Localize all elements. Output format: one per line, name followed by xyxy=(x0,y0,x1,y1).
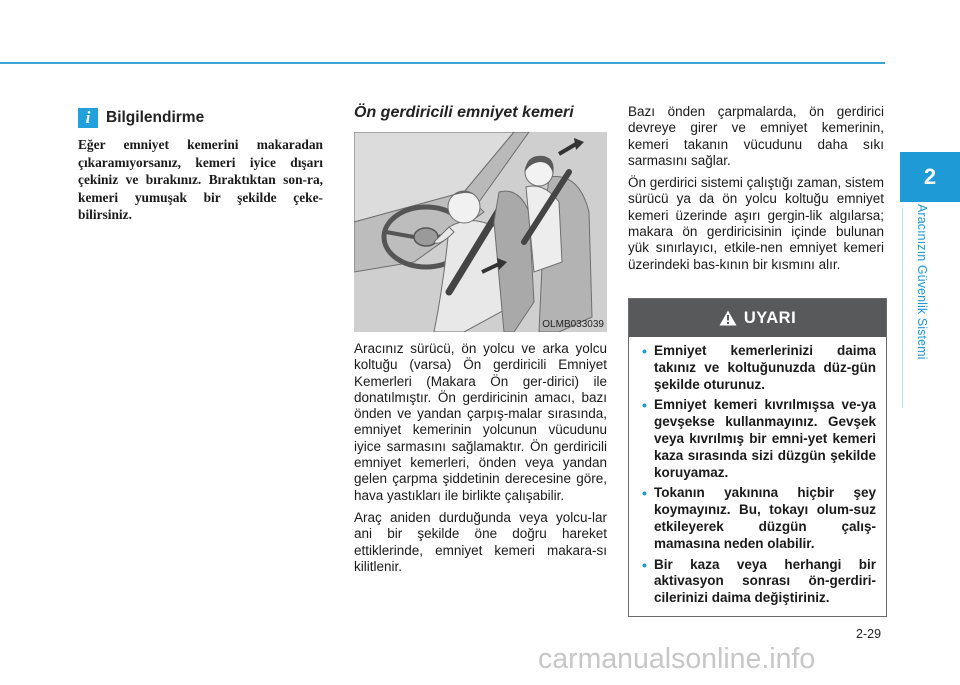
body-paragraph: Araç aniden durduğunda veya yolcu-lar ani bir şekilde öne doğru hareket ettiklerinde, emniyet kemeri makara-sı kilitlenir. xyxy=(354,509,607,574)
seatbelt-illustration xyxy=(354,132,607,332)
warning-label: UYARI xyxy=(743,308,797,327)
page-number: 2-29 xyxy=(856,627,882,641)
bullet-icon: • xyxy=(642,397,647,414)
watermark: carmanualsonline.info xyxy=(538,643,816,675)
warning-item-text: Tokanın yakınına hiçbir şey koymayınız. Bu, tokayı olum-suz etkileyerek düzgün çalış-mamasına neden olabilir. xyxy=(654,485,876,551)
warning-header xyxy=(629,299,886,337)
bullet-icon: • xyxy=(642,485,647,502)
warning-item-text: Bir kaza veya herhangi bir aktivasyon sonrası ön-gerdiri-cilerinizi daima değiştiriniz. xyxy=(654,556,876,606)
pretensioner-details xyxy=(628,104,884,279)
pretensioner-section xyxy=(354,104,607,581)
section-title: Ön gerdiricili emniyet kemeri xyxy=(354,104,574,121)
top-rule xyxy=(0,62,885,64)
body-paragraph: Ön gerdirici sistemi çalıştığı zaman, sistem sürücü ya da ön yolcu koltuğu emniyet kemeri üzerinde aşırı gergin-lik algılarsa; makara ön gerdiricisinin içinde bulunan yük sınırlayıcı, etkile-nen emniyet kemeri üzerindeki bas-kının bir kısmını alır. xyxy=(628,175,884,272)
warning-item xyxy=(642,485,876,552)
warning-item xyxy=(642,397,876,481)
warning-box xyxy=(628,298,887,617)
info-title: Bilgilendirme xyxy=(106,109,205,126)
info-header xyxy=(78,108,323,128)
body-paragraph: Bazı önden çarpmalarda, ön gerdirici devreye girer ve emniyet kemerinin, kemeri takanın vücudunu daha sıkı sarmasını sağlar. xyxy=(628,104,884,168)
warning-item-text: Emniyet kemerlerinizi daima takınız ve koltuğunuzda düz-gün şekilde oturunuz. xyxy=(654,343,876,392)
warning-item xyxy=(642,343,876,393)
warning-list xyxy=(629,337,886,607)
chapter-number: 2 xyxy=(923,164,937,189)
info-note xyxy=(78,108,323,224)
info-body: Eğer emniyet kemerini makaradan çıkaramıyorsanız, kemeri iyice dışarı çekiniz ve bırakınız. Bıraktıktan son-ra, kemeri yumuşak bir şekilde çeke-bilirsiniz. xyxy=(78,137,323,222)
warning-triangle-icon xyxy=(719,310,737,326)
chapter-tab xyxy=(900,152,960,202)
bullet-icon: • xyxy=(642,343,647,359)
warning-item xyxy=(642,557,876,607)
figure-code: OLMB033039 xyxy=(542,319,604,330)
body-paragraph: Aracınız sürücü, ön yolcu ve arka yolcu koltuğu (varsa) Ön gerdiricili Emniyet Kemerleri (Makara Ön ger-dirici) ile donatılmıştır. Ön gerdiricinin amacı, bazı önden ve yandan çarpış-malar sırasında, emniyet kemerinin yolcunun vücudunu iyice sarmasını sağlamaktır. Ön gerdiricili emniyet kemerleri, önden veya yandan gelen çarpma şiddetinin derecesine göre, hava yastıkları ile birlikte çalışabilir. xyxy=(354,341,607,503)
warning-item-text: Emniyet kemeri kıvrılmışsa ve-ya gevşekse kullanmayınız. Gevşek veya kıvrılmış bir emni-yet kemeri kaza sırasında sizi düzgün şekilde koruyamaz. xyxy=(654,397,876,480)
bullet-icon: • xyxy=(642,556,647,573)
chapter-divider xyxy=(902,208,903,408)
chapter-title: Aracınızın Güvenlik Sistemi xyxy=(915,204,929,360)
car-interior-illustration xyxy=(354,132,607,332)
info-icon: i xyxy=(78,108,98,128)
